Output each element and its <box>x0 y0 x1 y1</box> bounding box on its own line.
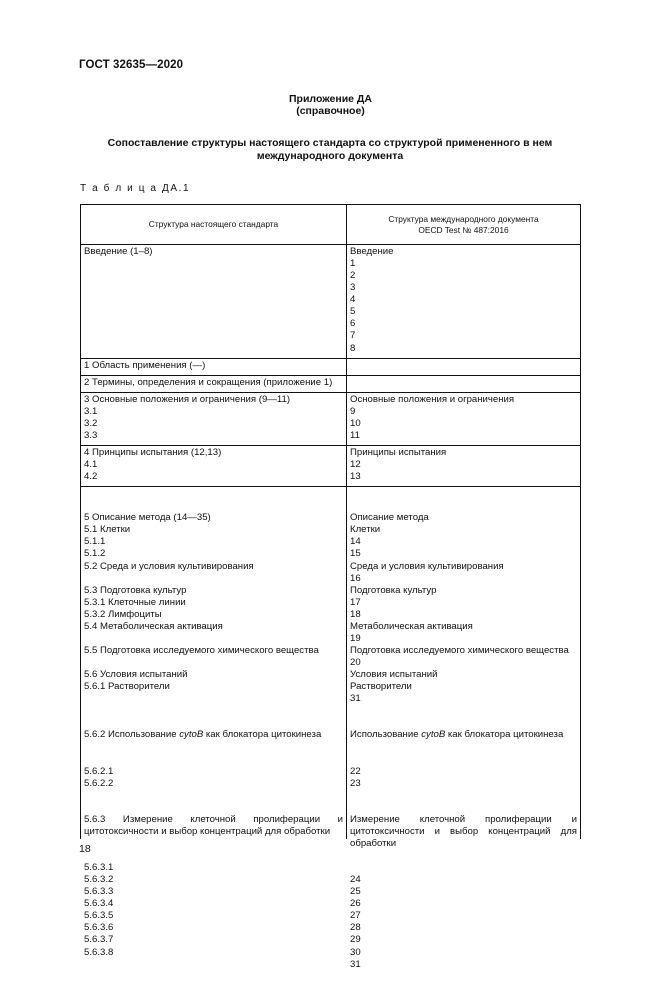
cell-this-standard: 1 Область применения (—) <box>81 359 347 375</box>
cell-international-document: Введение 1 2 3 4 5 6 7 8 <box>350 246 394 354</box>
standard-number: ГОСТ 32635—2020 <box>79 59 184 71</box>
table-header-row <box>81 205 580 245</box>
method-items: Описание метода Клетки 14 15 Среда и условия культивирования 16 Подготовка культур 17 18 Метаболическая активация 19 Подготовка исследуемого химического вещества 20 Условия испытаний Растворители 31 <box>350 512 569 705</box>
annex-label <box>0 93 661 117</box>
cytob-paragraphs: 22 23 <box>350 765 361 789</box>
table-row <box>81 359 580 376</box>
cell-this-standard: Введение (1–8) <box>81 245 347 358</box>
table-caption: Т а б л и ц а ДА.1 <box>80 183 191 194</box>
cytob-item: 5.6.2 Использование cytoB как блокатора цитокинеза <box>84 729 322 741</box>
cytob-term: cytoB <box>179 729 204 741</box>
comparison-table <box>80 204 581 970</box>
proliferation-subitems: 5.6.3.1 5.6.3.2 5.6.3.3 5.6.3.4 5.6.3.5 5.6.3.6 5.6.3.7 5.6.3.8 <box>84 862 114 958</box>
cytob-term: cytoB <box>421 729 446 741</box>
table-row <box>81 393 580 446</box>
annex-heading: Сопоставление структуры настоящего стандарта со структурой примененного в нем международного документа <box>107 137 553 162</box>
cell-international-document <box>347 376 580 392</box>
column-header-international-document: Структура международного документа OECD Test № 487:2016 <box>388 213 539 235</box>
cell-international-document: Принципы испытания 12 13 <box>350 446 447 483</box>
column-header-this-standard: Структура настоящего стандарта <box>81 205 347 244</box>
cell-international-document <box>347 359 580 375</box>
proliferation-item: Измерение клеточной пролиферации и цитотоксичности и выбор концентраций для обработки <box>350 813 577 849</box>
cell-this-standard: 3 Основные положения и ограничения (9—11) 3.1 3.2 3.3 <box>81 393 347 445</box>
table-row <box>81 245 580 359</box>
table-row <box>81 376 580 393</box>
proliferation-item: 5.6.3 Измерение клеточной пролиферации и цитотоксичности и выбор концентраций для обработки <box>84 813 343 837</box>
table-row <box>81 446 580 487</box>
annex-title: Приложение ДА <box>289 93 372 105</box>
cell-international-document <box>347 487 580 970</box>
cell-international-document: Основные положения и ограничения 9 10 11 <box>350 393 515 441</box>
table-row <box>81 487 580 970</box>
cell-this-standard: 2 Термины, определения и сокращения (приложение 1) <box>81 376 347 392</box>
page-number: 18 <box>79 843 91 855</box>
proliferation-paragraphs: 24 25 26 27 28 29 30 31 <box>350 874 361 970</box>
cell-this-standard: 4 Принципы испытания (12,13) 4.1 4.2 <box>81 446 347 486</box>
cytob-subitems: 5.6.2.1 5.6.2.2 <box>84 765 114 789</box>
annex-subtitle: (справочное) <box>296 105 365 117</box>
cytob-item: Использование cytoB как блокатора цитокинеза <box>350 729 564 741</box>
section-5-items: 5 Описание метода (14—35) 5.1 Клетки 5.1.1 5.1.2 5.2 Среда и условия культивирования 5.3 Подготовка культур 5.3.1 Клеточные линии 5.3.2 Лимфоциты 5.4 Метаболическая активация 5.5 Подготовка исследуемого химического вещества 5.6 Условия испытаний 5.6.1 Растворители <box>84 512 319 693</box>
